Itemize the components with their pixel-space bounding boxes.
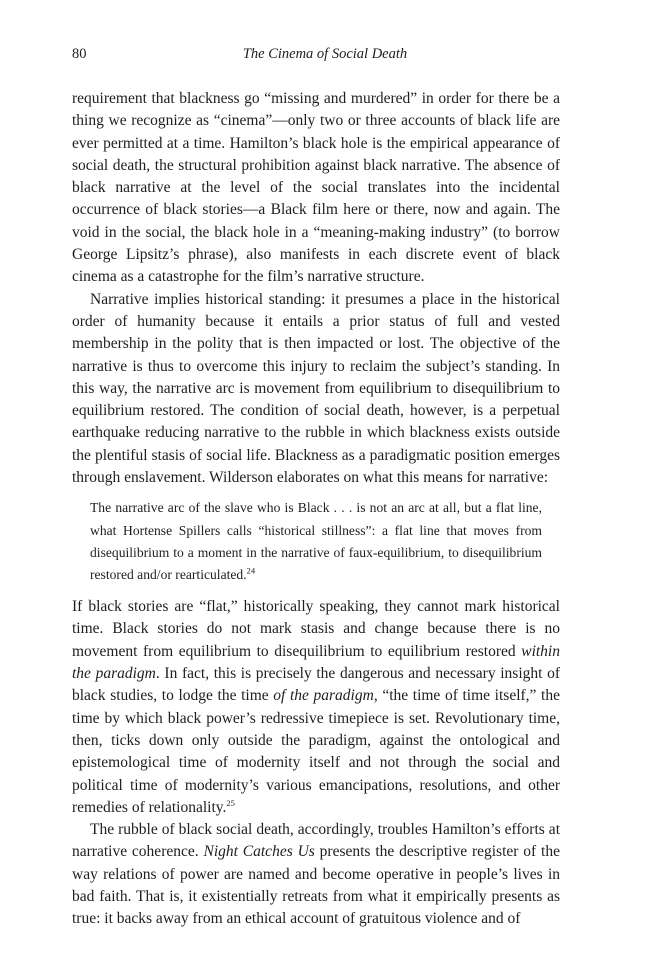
paragraph-3-text-b: . In fact, this is precisely the dangerous and necessary insight of black studies, to lodge the time bbox=[72, 665, 560, 705]
paragraph-3-text-c: , “the time of time itself,” the time by which black power’s redressive timepiece is set. Revolutionary time, then, ticks down only outside the paradigm, against the ontological and epistemological time of modernity itself and not through the social and political time of modernity’s various emancipations, resolutions, and other remedies of relationality. bbox=[72, 687, 560, 816]
paragraph-4-text-b: presents the descriptive register of the way relations of power are named and become operative in people’s lives in bad faith. That is, it existentially retreats from what it empirically presents as true: it backs away from an ethical account of gratuitous violence and of bbox=[72, 843, 560, 928]
footnote-ref-24: 24 bbox=[246, 565, 256, 576]
paragraph-1: requirement that blackness go “missing and murdered” in order for there be a thing we recognize as “cinema”—only two or three accounts of black life are ever permitted at a time. Hamilton’s black hole is the empirical appearance of social death, the structural prohibition against black narrative. The absence of black narrative at the level of the social translates into the incidental occurrence of black stories—a Black film here or there, now and again. The void in the social, the black hole in a “meaning-making industry” (to borrow George Lipsitz’s phrase), also manifests in each discrete event of black cinema as a catastrophe for the film’s narrative structure. bbox=[72, 90, 560, 286]
paragraph-4 bbox=[72, 819, 560, 930]
paragraph-3-italic-2: of the paradigm bbox=[273, 687, 374, 705]
paragraph-2: Narrative implies historical standing: it presumes a place in the historical order of humanity because it entails a prior status of full and vested membership in the polity that is then impacted or lost. The objective of the narrative is thus to overcome this injury to reclaim the subject’s standing. In this way, the narrative arc is movement from equilibrium to disequilibrium to equilibrium restored. The condition of social death, however, is a perpetual earthquake reducing narrative to the rubble in which blackness exists outside the plentiful stasis of social life. Blackness as a paradigmatic position emerges through enslavement. Wilderson elaborates on what this means for narrative: bbox=[72, 290, 560, 487]
paragraph-3 bbox=[72, 596, 560, 819]
footnote-ref-25: 25 bbox=[226, 797, 235, 808]
page-number: 80 bbox=[72, 46, 87, 62]
paragraph-4-text-a: The rubble of black social death, accordingly, troubles Hamilton’s efforts at narrative coherence. bbox=[72, 821, 560, 861]
body-text bbox=[72, 88, 560, 931]
block-quote bbox=[90, 497, 542, 586]
running-title: The Cinema of Social Death bbox=[242, 46, 408, 62]
running-head bbox=[72, 46, 578, 66]
film-title-italic: Night Catches Us bbox=[203, 843, 315, 861]
paragraph-3-text-a: If black stories are “flat,” historically speaking, they cannot mark historical time. Black stories do not mark stasis and change because there is no movement from equilibrium to disequilibrium to equilibrium restored bbox=[72, 598, 560, 660]
paragraph-3-italic-1: within the paradigm bbox=[72, 642, 560, 683]
block-quote-text: The narrative arc of the slave who is Black . . . is not an arc at all, but a flat line, what Hortense Spillers calls “historical stillness”: a flat line that moves from disequilibrium to a moment in the narrative of faux-equilibrium, to disequilibrium restored and/or rearticulated. bbox=[90, 500, 542, 582]
